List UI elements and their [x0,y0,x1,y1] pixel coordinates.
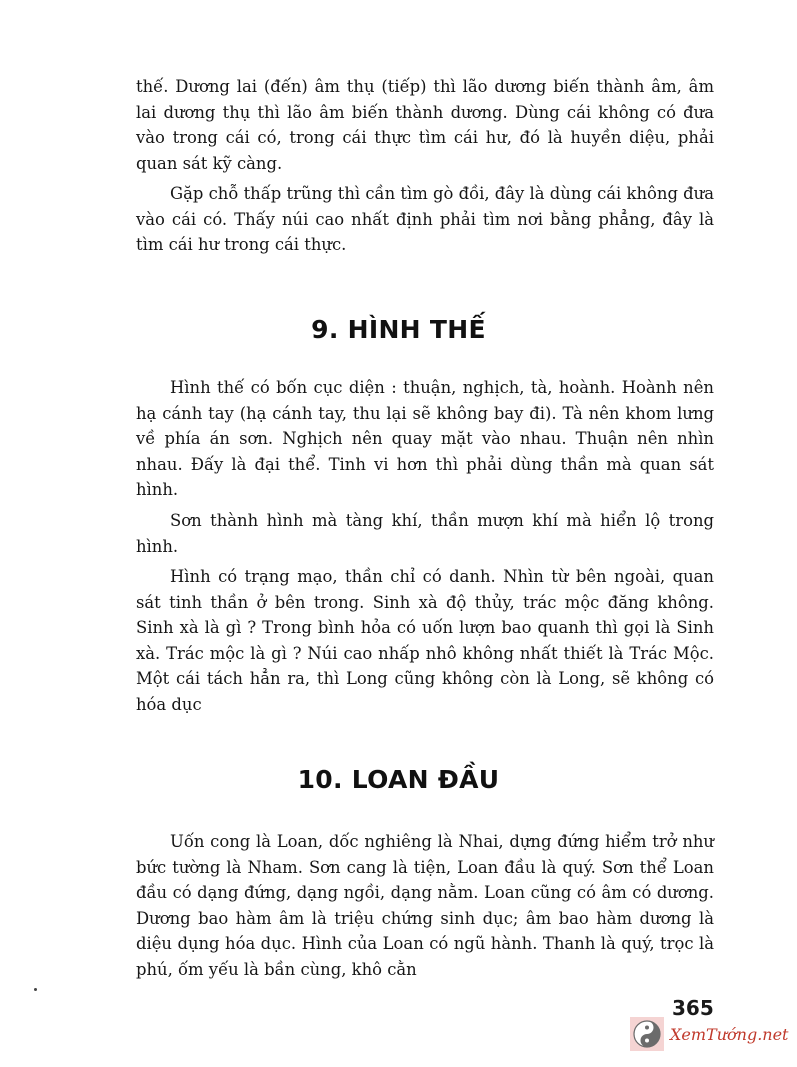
hinh-the-paragraph-3: Hình có trạng mạo, thần chỉ có danh. Nhìn từ bên ngoài, quan sát tinh thần ở bên trong. Sinh xà độ thủy, trác mộc đăng không. Sinh xà là gì ? Trong bình hỏa có uốn lượn bao quanh thì gọi là Sinh xà. Trác mộc là gì ? Núi cao nhấp nhô không nhất thiết là Trác Mộc. Một cái tách hẳn ra, thì Long cũng không còn là Long, sẽ không có hóa dục [136,567,714,714]
intro-paragraph-2: Gặp chỗ thấp trũng thì cần tìm gò đồi, đây là dùng cái không đưa vào cái có. Thấy núi cao nhất định phải tìm nơi bằng phẳng, đây là tìm cái hư trong cái thực. [136,184,714,254]
watermark-text: XemTướng.net [670,1024,789,1044]
section-heading-loan-dau: 10. LOAN ĐẦU [297,765,500,794]
watermark [630,1014,790,1054]
scan-speck [34,988,37,991]
hinh-the-paragraph-2: Sơn thành hình mà tàng khí, thần mượn khí mà hiển lộ trong hình. [136,511,714,556]
yin-yang-icon [630,1017,664,1051]
hinh-the-paragraph-1: Hình thế có bốn cục diện : thuận, nghịch, tà, hoành. Hoành nên hạ cánh tay (hạ cánh tay, thu lại sẽ không bay đi). Tà nên khom lưng về phía án sơn. Nghịch nên quay mặt vào nhau. Thuận nên nhìn nhau. Đấy là đại thể. Tinh vi hơn thì phải dùng thần mà quan sát hình. [136,378,714,499]
section-heading-hinh-the: 9. HÌNH THẾ [311,315,486,344]
intro-paragraph-1: thế. Dương lai (đến) âm thụ (tiếp) thì lão dương biến thành âm, âm lai dương thụ thì lão âm biến thành dương. Dùng cái không có đưa vào trong cái có, trong cái thực tìm cái hư, đó là huyền diệu, phải quan sát kỹ càng. [136,77,714,173]
page-number: 365 [672,996,714,1020]
loan-dau-paragraph-1: Uốn cong là Loan, dốc nghiêng là Nhai, dựng đứng hiểm trở như bức tường là Nham. Sơn cang là tiện, Loan đầu là quý. Sơn thể Loan đầu có dạng đứng, dạng ngồi, dạng nằm. Loan cũng có âm có dương. Dương bao hàm âm là triệu chứng sinh dục; âm bao hàm dương là diệu dụng hóa dục. Hình của Loan có ngũ hành. Thanh là quý, trọc là phú, ốm yếu là bần cùng, khô cằn [136,832,714,979]
